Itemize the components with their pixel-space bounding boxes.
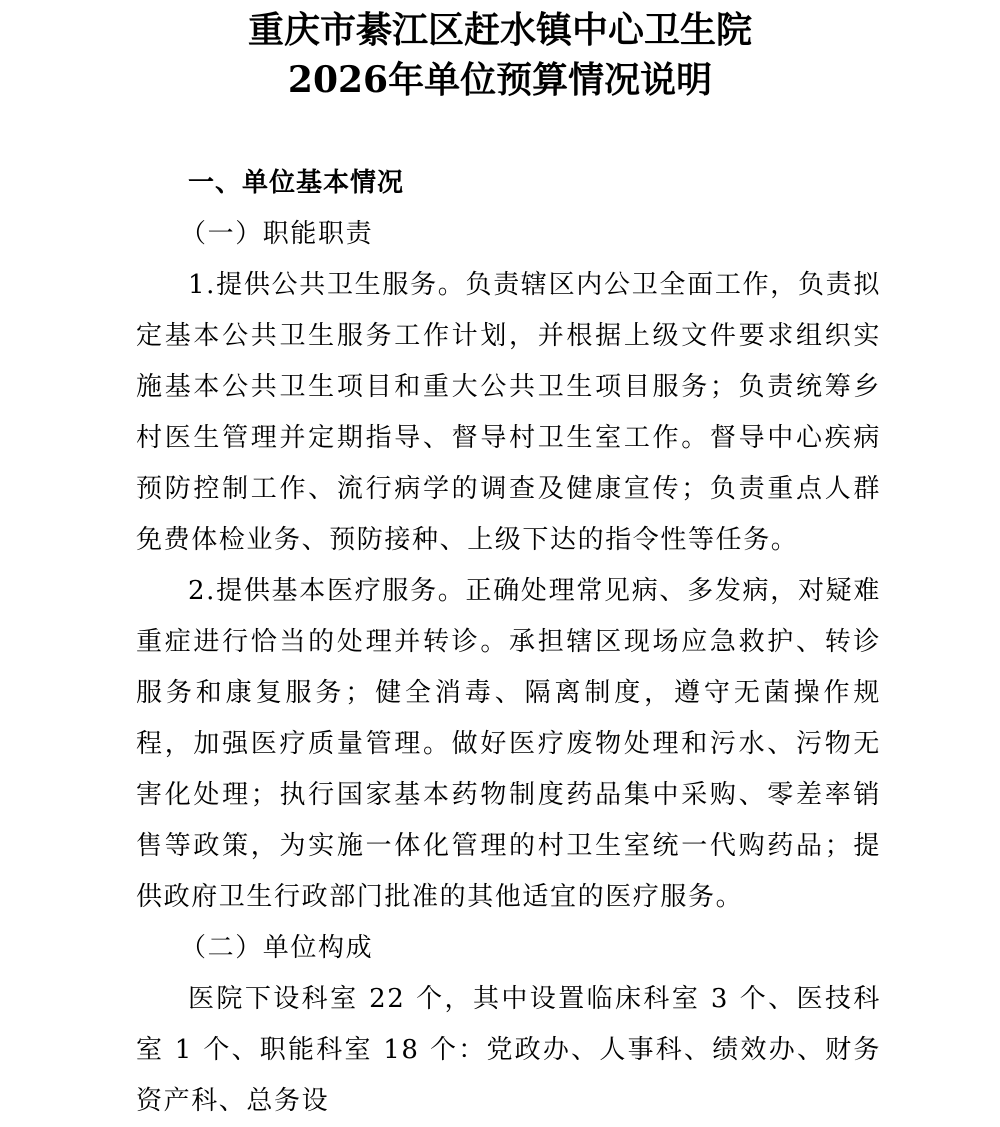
document-title-line2: 2026年单位预算情况说明: [287, 59, 713, 101]
paragraph-public-health: 1.提供公共卫生服务。负责辖区内公卫全面工作，负责拟定基本公共卫生服务工作计划，并根据上级文件要求组织实施基本公共卫生项目和重大公共卫生项目服务；负责统筹乡村医生管理并定期指导、督导村卫生室工作。督导中心疾病预防控制工作、流行病学的调查及健康宣传；负责重点人群免费体检业务、预防接种、上级下达的指令性等任务。: [136, 270, 881, 555]
paragraph-medical-service: 2.提供基本医疗服务。正确处理常见病、多发病，对疑难重症进行恰当的处理并转诊。承担辖区现场应急救护、转诊服务和康复服务；健全消毒、隔离制度，遵守无菌操作规程，加强医疗质量管理。做好医疗废物处理和污水、污物无害化处理；执行国家基本药物制度药品集中采购、零差率销售等政策，为实施一体化管理的村卫生室统一代购药品；提供政府卫生行政部门批准的其他适宜的医疗服务。: [136, 576, 881, 912]
document-title-line1: 重庆市綦江区赶水镇中心卫生院: [247, 9, 752, 51]
paragraph-departments: 医院下设科室 22 个，其中设置临床科室 3 个、医技科室 1 个、职能科室 18 个：党政办、人事科、绩效办、财务资产科、总务设: [136, 984, 881, 1116]
document-body: [136, 158, 881, 1127]
subsection-heading-duties: （一）职能职责: [180, 219, 374, 249]
subsection-heading-structure: （二）单位构成: [180, 933, 374, 963]
section-heading-basic-info: 一、单位基本情况: [188, 168, 405, 198]
